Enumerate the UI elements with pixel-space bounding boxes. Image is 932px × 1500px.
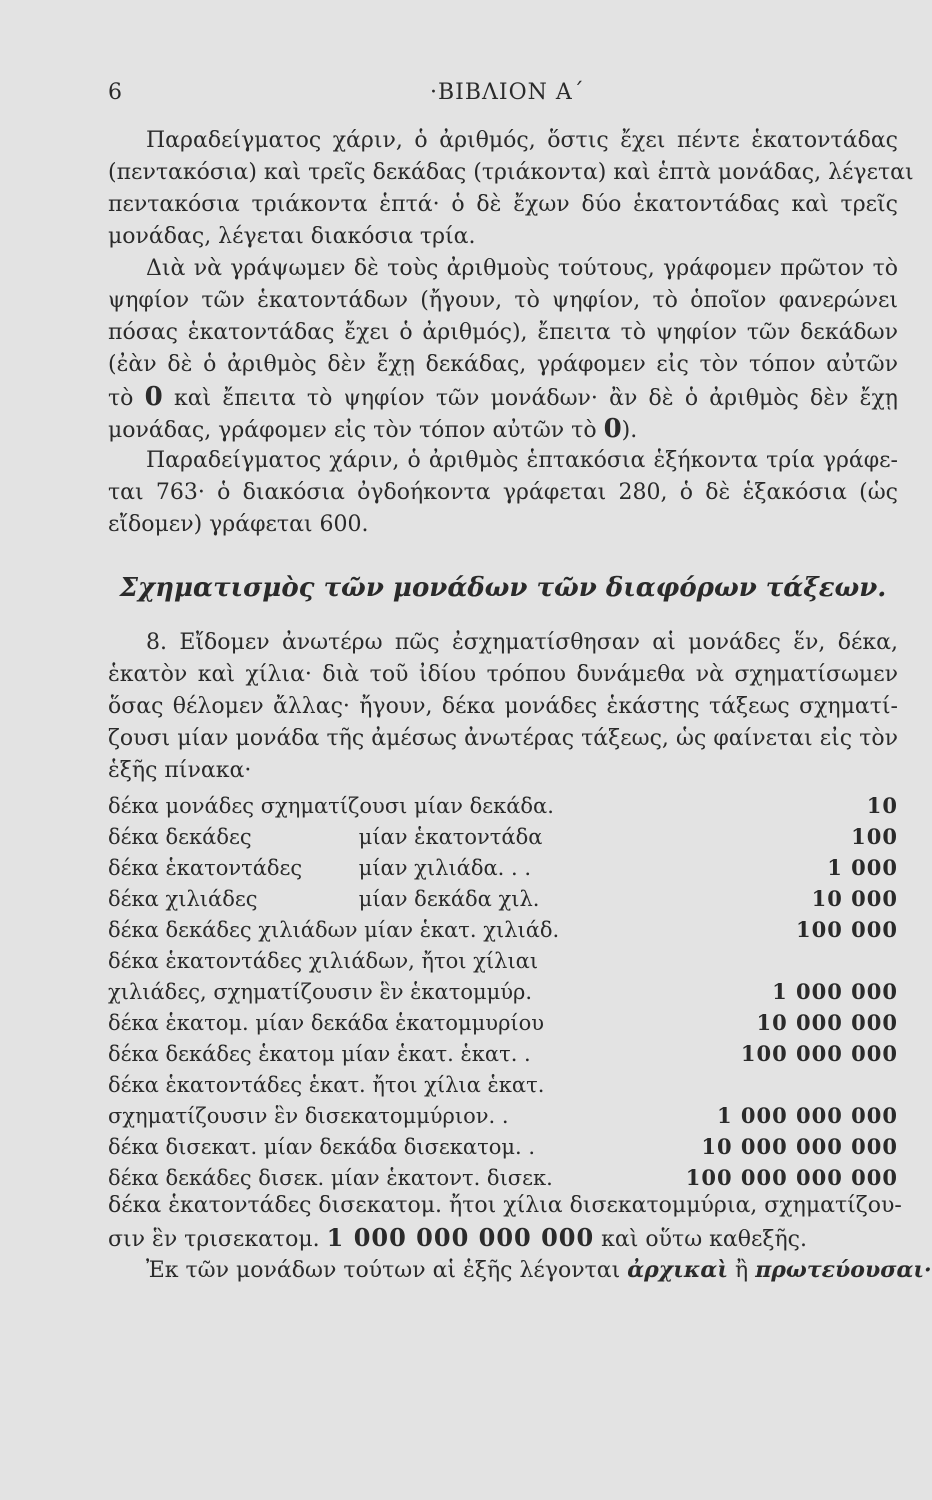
row-text: δέκα ἑκατοντάδες (108, 856, 303, 880)
row-number (559, 1066, 898, 1097)
term-archikai: ἀρχικαὶ (627, 1257, 728, 1283)
table-row (108, 1159, 898, 1190)
text-fragment: σιν ἓν τρισεκατομ. (108, 1227, 320, 1252)
paragraph-primary-units (108, 1254, 932, 1286)
table-row (108, 849, 898, 880)
row-number: 1 000 (827, 855, 898, 880)
row-number: 100 000 000 (740, 1041, 898, 1066)
units-table (108, 787, 898, 1190)
row-number: 1 000 000 (772, 979, 898, 1004)
text-line-with-zero (108, 381, 898, 413)
text-line: πεντακόσια τριάκοντα ἑπτά· ὁ δὲ ἔχων δύο ἑκατοντάδας καὶ τρεῖς (108, 192, 898, 217)
row-number: 10 000 (811, 886, 898, 911)
text-fragment: μονάδας, γράφομεν εἰς τὸν τόπον αὐτῶν τὸ (108, 418, 597, 443)
row-text: χιλιάδες, σχηματίζουσιν ἓν ἑκατομμύρ. (108, 980, 533, 1004)
section-title: Σχηματισμὸς τῶν μονάδων τῶν διαφόρων τάξεων. (119, 573, 887, 603)
text-line: Παραδείγματος χάριν, ὁ ἀριθμὸς ἑπτακόσια ἑξήκοντα τρία γράφε- (146, 448, 898, 473)
paragraph-orders-intro (108, 627, 898, 787)
row-number: 100 000 000 000 (685, 1165, 898, 1190)
zero-symbol: 0 (144, 382, 163, 412)
row-text: δέκα δεκάδες ἑκατομ μίαν ἑκατ. ἑκατ. . (108, 1042, 531, 1066)
row-number: 100 (851, 824, 898, 849)
text-line-with-zero (108, 413, 898, 445)
page-number: 6 (108, 80, 122, 105)
row-text: δέκα ἑκατοντάδες χιλιάδων, ἤτοι χίλιαι (108, 949, 539, 973)
text-line: ἑξῆς πίνακα· (108, 758, 252, 783)
table-row (108, 880, 898, 911)
row-number (559, 942, 898, 973)
table-row (108, 1128, 898, 1159)
row-text-second: μίαν ἑκατοντάδα (358, 825, 543, 849)
row-number: 10 000 000 000 (701, 1134, 898, 1159)
row-text: δέκα χιλιάδες (108, 887, 258, 911)
row-text: δέκα δεκάδες χιλιάδων μίαν ἑκατ. χιλιάδ. (108, 918, 560, 942)
text-line: δέκα ἑκατοντάδες δισεκατομ. ἤτοι χίλια δισεκατομμύρια, σχηματίζου- (108, 1193, 902, 1218)
text-line: ται 763· ὁ διακόσια ὀγδοήκοντα γράφεται 280, ὁ δὲ ἑξακόσια (ὡς (108, 480, 898, 505)
running-title: ·ΒΙΒΛΙΟΝ Α΄ (430, 80, 585, 105)
text-line: Παραδείγματος χάριν, ὁ ἀριθμός, ὅστις ἔχει πέντε ἑκατοντάδας (146, 128, 898, 153)
paragraph-writing-digits (108, 253, 898, 445)
text-fragment: καὶ ἔπειτα τὸ ψηφίον τῶν μονάδων· ἂν δὲ ὁ ἀριθμὸς δὲν ἔχῃ (173, 386, 898, 411)
text-line: ἑκατὸν καὶ χίλια· διὰ τοῦ ἰδίου τρόπου δυνάμεθα νὰ σχηματίσωμεν (108, 662, 898, 687)
row-number: 100 000 (796, 917, 898, 942)
text-line: (ἐὰν δὲ ὁ ἀριθμὸς δὲν ἔχῃ δεκάδας, γράφομεν εἰς τὸν τόπον αὐτῶν (108, 352, 898, 377)
text-fragment: ἢ (735, 1258, 749, 1283)
text-line: (πεντακόσια) καὶ τρεῖς δεκάδας (τριάκοντα) καὶ ἑπτὰ μονάδας, λέγεται (108, 160, 914, 185)
paragraph-example-numbers (108, 125, 914, 253)
text-line: Διὰ νὰ γράψωμεν δὲ τοὺς ἀριθμοὺς τούτους, γράφομεν πρῶτον τὸ (146, 256, 898, 281)
row-text-second: μίαν δεκάδα χιλ. (358, 887, 540, 911)
table-row (108, 1035, 898, 1066)
row-text: δέκα δισεκατ. μίαν δεκάδα δισεκατομ. . (108, 1135, 536, 1159)
row-text: δέκα δεκάδες δισεκ. μίαν ἑκατοντ. δισεκ. (108, 1166, 553, 1190)
row-number: 1 000 000 000 (716, 1103, 898, 1128)
table-row (108, 1066, 898, 1097)
row-text: δέκα ἑκατοντάδες ἑκατ. ἤτοι χίλια ἑκατ. (108, 1073, 545, 1097)
table-row (108, 1004, 898, 1035)
paragraph-example-763 (108, 445, 898, 541)
text-line: εἴδομεν) γράφεται 600. (108, 512, 369, 537)
text-line: ζουσι μίαν μονάδα τῆς ἀμέσως ἀνωτέρας τάξεως, ὡς φαίνεται εἰς τὸν (108, 726, 898, 751)
row-number: 10 (866, 793, 898, 818)
text-line: 8. Εἴδομεν ἀνωτέρω πῶς ἐσχηματίσθησαν αἱ μονάδες ἕν, δέκα, (146, 630, 898, 655)
table-row (108, 818, 898, 849)
table-row (108, 787, 898, 818)
text-line-with-number (108, 1222, 898, 1254)
table-row (108, 911, 898, 942)
row-text: σχηματίζουσιν ἓν δισεκατομμύριον. . (108, 1104, 509, 1128)
row-text: δέκα μονάδες σχηματίζουσι μίαν δεκάδα. (108, 794, 554, 818)
table-row (108, 1097, 898, 1128)
term-proteuousai: πρωτεύουσαι· (755, 1257, 932, 1283)
zero-symbol: 0 (603, 414, 622, 444)
text-fragment: ). (621, 418, 638, 443)
row-text: δέκα δεκάδες (108, 825, 252, 849)
paragraph-trillion (108, 1190, 902, 1254)
page-body (108, 125, 932, 1286)
text-line: μονάδας, λέγεται διακόσια τρία. (108, 224, 476, 249)
table-row (108, 973, 898, 1004)
text-fragment: τὸ (108, 386, 134, 411)
text-fragment: καὶ οὕτω καθεξῆς. (601, 1227, 807, 1252)
text-line: πόσας ἑκατοντάδας ἔχει ὁ ἀριθμός), ἔπειτα τὸ ψηφίον τῶν δεκάδων (108, 320, 898, 345)
text-line: ὅσας θέλομεν ἄλλας· ἤγουν, δέκα μονάδες ἑκάστης τάξεως σχηματί- (108, 694, 898, 719)
row-text: δέκα ἑκατομ. μίαν δεκάδα ἑκατομμυρίου (108, 1011, 545, 1035)
trillion-number: 1 000 000 000 000 (326, 1223, 595, 1252)
row-number: 10 000 000 (756, 1010, 898, 1035)
row-text-second: μίαν χιλιάδα. . . (358, 856, 532, 880)
page-header (108, 80, 888, 110)
table-row (108, 942, 898, 973)
text-line: ψηφίον τῶν ἑκατοντάδων (ἤγουν, τὸ ψηφίον, τὸ ὁποῖον φανερώνει (108, 288, 898, 313)
text-fragment: Ἐκ τῶν μονάδων τούτων αἱ ἑξῆς λέγονται (146, 1258, 621, 1283)
